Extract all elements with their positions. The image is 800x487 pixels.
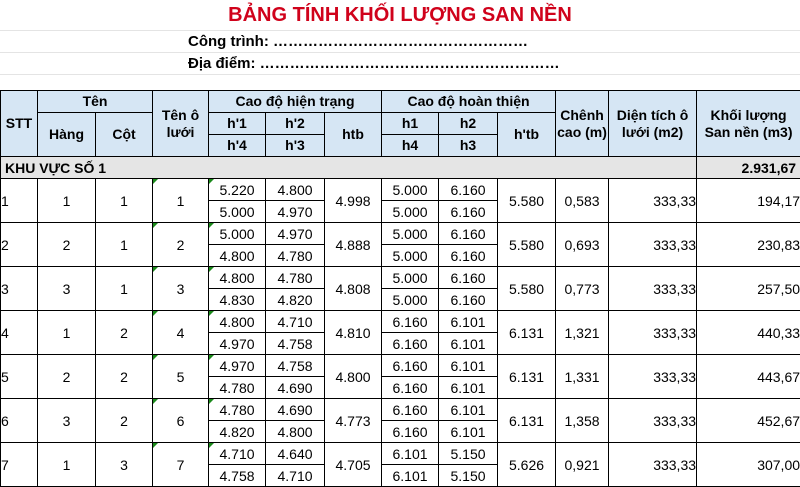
chenh-cao-cell[interactable]: 0,693	[556, 223, 609, 267]
o-luoi-cell[interactable]: 1	[153, 179, 209, 223]
table-row	[1, 443, 800, 465]
header-h2: h2	[439, 113, 498, 135]
hang-cell[interactable]: 3	[38, 267, 96, 311]
h3-prime-cell[interactable]: 4.780	[266, 245, 325, 267]
o-luoi-cell[interactable]: 6	[153, 399, 209, 443]
header-h4: h4	[382, 135, 439, 157]
dien-tich-cell[interactable]: 333,33	[609, 311, 697, 355]
header-khoi-luong: Khối lượng San nền (m3)	[697, 91, 800, 157]
header-h1: h1	[382, 113, 439, 135]
h3-cell[interactable]: 6.101	[439, 421, 498, 443]
khoi-luong-cell[interactable]: 440,33	[697, 311, 800, 355]
h4-prime-cell[interactable]: 4.830	[209, 289, 266, 311]
header-h2-prime: h'2	[266, 113, 325, 135]
h4-prime-cell[interactable]: 4.780	[209, 377, 266, 399]
h1-prime-cell[interactable]: 5.220	[209, 179, 266, 201]
table-row	[1, 311, 800, 333]
khoi-luong-cell[interactable]: 230,83	[697, 223, 800, 267]
h2-prime-cell[interactable]: 4.710	[266, 311, 325, 333]
cot-cell[interactable]: 2	[96, 311, 153, 355]
htb-cell[interactable]: 4.998	[325, 179, 382, 223]
dien-tich-cell[interactable]: 333,33	[609, 223, 697, 267]
h4-cell[interactable]: 6.160	[382, 421, 439, 443]
stt-cell[interactable]: 1	[1, 179, 38, 223]
h2-cell[interactable]: 6.160	[439, 223, 498, 245]
h4-cell[interactable]: 6.160	[382, 333, 439, 355]
cot-cell[interactable]: 1	[96, 267, 153, 311]
data-rows	[1, 179, 800, 487]
header-stt: STT	[1, 91, 38, 157]
header-h3-prime: h'3	[266, 135, 325, 157]
o-luoi-cell[interactable]: 2	[153, 223, 209, 267]
project-label: Công trình: ……………………………………………	[188, 31, 528, 52]
stt-cell[interactable]: 3	[1, 267, 38, 311]
chenh-cao-cell[interactable]: 1,358	[556, 399, 609, 443]
region-row	[1, 157, 800, 179]
hang-cell[interactable]: 1	[38, 179, 96, 223]
stt-cell[interactable]: 7	[1, 443, 38, 487]
chenh-cao-cell[interactable]: 0,921	[556, 443, 609, 487]
h1-cell[interactable]: 6.160	[382, 311, 439, 333]
h-prime-tb-cell[interactable]: 6.131	[498, 311, 556, 355]
khoi-luong-cell[interactable]: 257,50	[697, 267, 800, 311]
hang-cell[interactable]: 3	[38, 399, 96, 443]
h-prime-tb-cell[interactable]: 5.580	[498, 179, 556, 223]
o-luoi-cell[interactable]: 5	[153, 355, 209, 399]
h2-cell[interactable]: 6.101	[439, 399, 498, 421]
h1-cell[interactable]: 6.160	[382, 355, 439, 377]
dien-tich-cell[interactable]: 333,33	[609, 267, 697, 311]
khoi-luong-cell[interactable]: 307,00	[697, 443, 800, 487]
h4-cell[interactable]: 6.160	[382, 377, 439, 399]
h2-cell[interactable]: 6.101	[439, 355, 498, 377]
htb-cell[interactable]: 4.773	[325, 399, 382, 443]
h1-cell[interactable]: 6.160	[382, 399, 439, 421]
stt-cell[interactable]: 5	[1, 355, 38, 399]
chenh-cao-cell[interactable]: 1,321	[556, 311, 609, 355]
h1-prime-cell[interactable]: 4.800	[209, 311, 266, 333]
row-divider	[0, 74, 800, 75]
chenh-cao-cell[interactable]: 1,331	[556, 355, 609, 399]
chenh-cao-cell[interactable]: 0,583	[556, 179, 609, 223]
hang-cell[interactable]: 1	[38, 311, 96, 355]
table-row	[1, 179, 800, 201]
htb-cell[interactable]: 4.888	[325, 223, 382, 267]
h1-cell[interactable]: 5.000	[382, 223, 439, 245]
table-row	[1, 399, 800, 421]
h-prime-tb-cell[interactable]: 6.131	[498, 399, 556, 443]
project-row	[0, 31, 800, 52]
header-cao-do-hien-trang: Cao độ hiện trạng	[209, 91, 382, 113]
h2-prime-cell[interactable]: 4.780	[266, 267, 325, 289]
chenh-cao-cell[interactable]: 0,773	[556, 267, 609, 311]
h2-cell[interactable]: 6.160	[439, 267, 498, 289]
h1-prime-cell[interactable]: 5.000	[209, 223, 266, 245]
earthwork-table	[0, 90, 800, 487]
header-h1-prime: h'1	[209, 113, 266, 135]
o-luoi-cell[interactable]: 7	[153, 443, 209, 487]
stt-cell[interactable]: 4	[1, 311, 38, 355]
header-dien-tich: Diện tích ô lưới (m2)	[609, 91, 697, 157]
o-luoi-cell[interactable]: 4	[153, 311, 209, 355]
h3-cell[interactable]: 6.101	[439, 333, 498, 355]
location-label: Địa điểm: ……………………………………………………	[188, 53, 560, 74]
h4-prime-cell[interactable]: 4.970	[209, 333, 266, 355]
h4-cell[interactable]: 6.101	[382, 465, 439, 487]
h3-cell[interactable]: 6.160	[439, 245, 498, 267]
header-h4-prime: h'4	[209, 135, 266, 157]
h1-cell[interactable]: 5.000	[382, 267, 439, 289]
h3-prime-cell[interactable]: 4.710	[266, 465, 325, 487]
header-htb: htb	[325, 113, 382, 157]
htb-cell[interactable]: 4.810	[325, 311, 382, 355]
header-ten: Tên	[38, 91, 153, 113]
cot-cell[interactable]: 3	[96, 443, 153, 487]
h2-prime-cell[interactable]: 4.970	[266, 223, 325, 245]
stt-cell[interactable]: 6	[1, 399, 38, 443]
dien-tich-cell[interactable]: 333,33	[609, 179, 697, 223]
cot-cell[interactable]: 1	[96, 179, 153, 223]
table-row	[1, 223, 800, 245]
table-header	[1, 91, 800, 157]
h2-cell[interactable]: 6.101	[439, 311, 498, 333]
stt-cell[interactable]: 2	[1, 223, 38, 267]
dien-tich-cell[interactable]: 333,33	[609, 399, 697, 443]
sheet-title: BẢNG TÍNH KHỐI LƯỢNG SAN NỀN	[0, 0, 800, 30]
khoi-luong-cell[interactable]: 194,17	[697, 179, 800, 223]
h2-cell[interactable]: 5.150	[439, 443, 498, 465]
h4-prime-cell[interactable]: 4.758	[209, 465, 266, 487]
h4-cell[interactable]: 5.000	[382, 201, 439, 223]
h1-cell[interactable]: 6.101	[382, 443, 439, 465]
region-name: KHU VỰC SỐ 1	[1, 157, 697, 179]
h-prime-tb-cell[interactable]: 5.580	[498, 223, 556, 267]
htb-cell[interactable]: 4.705	[325, 443, 382, 487]
region-total: 2.931,67	[697, 157, 800, 179]
khoi-luong-cell[interactable]: 443,67	[697, 355, 800, 399]
h-prime-tb-cell[interactable]: 5.626	[498, 443, 556, 487]
htb-cell[interactable]: 4.808	[325, 267, 382, 311]
htb-cell[interactable]: 4.800	[325, 355, 382, 399]
header-hang: Hàng	[38, 113, 96, 157]
o-luoi-cell[interactable]: 3	[153, 267, 209, 311]
hang-cell[interactable]: 1	[38, 443, 96, 487]
h3-prime-cell[interactable]: 4.758	[266, 333, 325, 355]
h3-cell[interactable]: 5.150	[439, 465, 498, 487]
h3-prime-cell[interactable]: 4.800	[266, 421, 325, 443]
header-h-prime-tb: h'tb	[498, 113, 556, 157]
dien-tich-cell[interactable]: 333,33	[609, 443, 697, 487]
h1-prime-cell[interactable]: 4.710	[209, 443, 266, 465]
h4-cell[interactable]: 5.000	[382, 289, 439, 311]
h4-prime-cell[interactable]: 4.820	[209, 421, 266, 443]
h2-prime-cell[interactable]: 4.690	[266, 399, 325, 421]
cot-cell[interactable]: 2	[96, 355, 153, 399]
dien-tich-cell[interactable]: 333,33	[609, 355, 697, 399]
cot-cell[interactable]: 2	[96, 399, 153, 443]
h3-prime-cell[interactable]: 4.690	[266, 377, 325, 399]
h-prime-tb-cell[interactable]: 5.580	[498, 267, 556, 311]
table-row	[1, 355, 800, 377]
h1-prime-cell[interactable]: 4.800	[209, 267, 266, 289]
h2-prime-cell[interactable]: 4.758	[266, 355, 325, 377]
header-h3: h3	[439, 135, 498, 157]
h2-prime-cell[interactable]: 4.800	[266, 179, 325, 201]
h-prime-tb-cell[interactable]: 6.131	[498, 355, 556, 399]
h2-prime-cell[interactable]: 4.640	[266, 443, 325, 465]
h4-prime-cell[interactable]: 5.000	[209, 201, 266, 223]
hang-cell[interactable]: 2	[38, 355, 96, 399]
h1-prime-cell[interactable]: 4.970	[209, 355, 266, 377]
khoi-luong-cell[interactable]: 452,67	[697, 399, 800, 443]
h3-prime-cell[interactable]: 4.970	[266, 201, 325, 223]
h3-prime-cell[interactable]: 4.820	[266, 289, 325, 311]
h3-cell[interactable]: 6.101	[439, 377, 498, 399]
h1-prime-cell[interactable]: 4.780	[209, 399, 266, 421]
table-row	[1, 267, 800, 289]
hang-cell[interactable]: 2	[38, 223, 96, 267]
header-cot: Cột	[96, 113, 153, 157]
h2-cell[interactable]: 6.160	[439, 179, 498, 201]
h4-prime-cell[interactable]: 4.800	[209, 245, 266, 267]
h4-cell[interactable]: 5.000	[382, 245, 439, 267]
header-ten-o-luoi: Tên ô lưới	[153, 91, 209, 157]
h3-cell[interactable]: 6.160	[439, 289, 498, 311]
cot-cell[interactable]: 1	[96, 223, 153, 267]
h3-cell[interactable]: 6.160	[439, 201, 498, 223]
h1-cell[interactable]: 5.000	[382, 179, 439, 201]
header-cao-do-hoan-thien: Cao độ hoàn thiện	[382, 91, 556, 113]
location-row	[0, 53, 800, 74]
header-chenh-cao: Chênh cao (m)	[556, 91, 609, 157]
